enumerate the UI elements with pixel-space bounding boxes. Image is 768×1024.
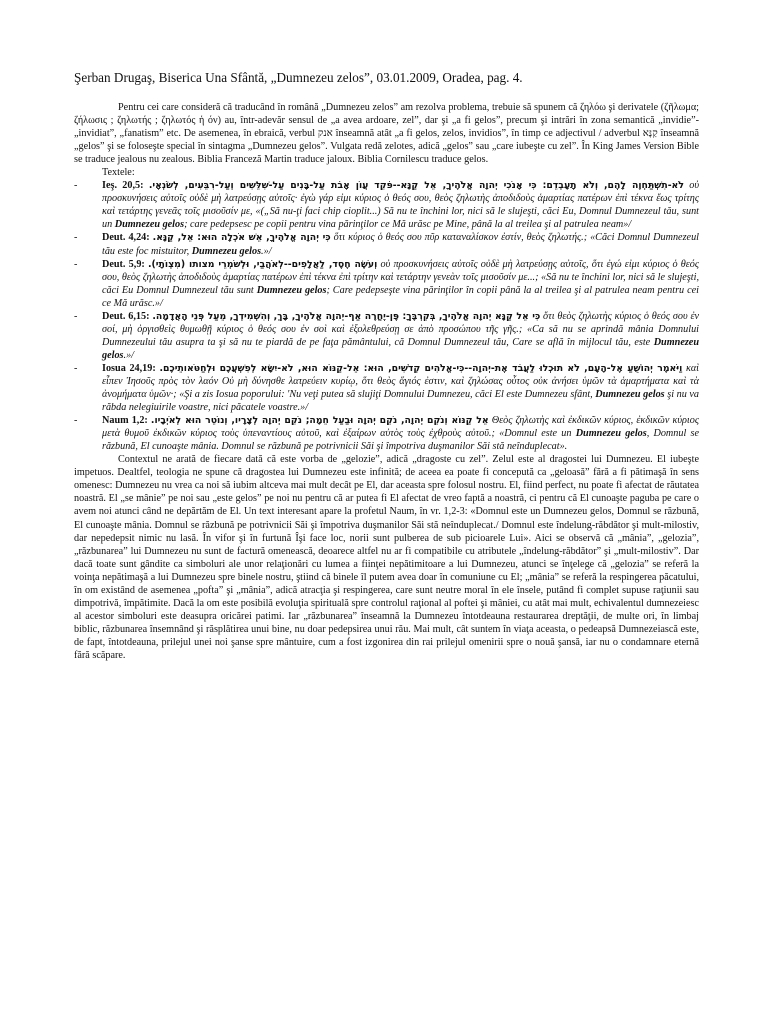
- quote-greek: ὅτι κύριος ὁ θεός σου πῦρ καταναλίσκον ἐστίν, θεὸς ζηλωτής.;: [333, 232, 588, 244]
- quote-dash: -: [74, 180, 78, 192]
- quote-reference: Deut. 5,9:: [102, 258, 145, 270]
- quote-romanian-before: «Să nu te închini lor, nici să le slujeşti, căci Eu Domnul Dumnezeul tău sunt: [102, 271, 699, 296]
- quote-romanian-after: .»/: [261, 245, 272, 257]
- quote-romanian-before: «Şi a zis Iosua poporului: 'Nu veţi putea să slujiţi Domnului Dumnezeu, căci El este Dumnezeu sfânt,: [179, 389, 596, 401]
- quote-reference: Naum 1,2:: [102, 415, 148, 427]
- quote-romanian-emphasis: Dumnezeu gelos: [575, 428, 647, 440]
- quote-reference: Deut. 4,24:: [102, 232, 150, 244]
- quote-romanian-emphasis: Dumnezeu gelos: [114, 219, 185, 231]
- quote-dash: -: [74, 258, 78, 270]
- quote-romanian-emphasis: Dumnezeu gelos: [256, 284, 327, 296]
- quote-romanian: [102, 389, 699, 413]
- quote-hebrew: וַיֹּאמֶר יְהוֹשֻׁעַ אֶל-הָעָם, לֹא תוּכְלוּ לַעֲבֹד אֶת-יְהוָה--כִּי-אֱלֹהִים קְדֹשִׁים, הוּא: אֵל-קַנּוֹא הוּא, לֹא-יִשָּׂא לְפִשְׁעֲכֶם וּלְחַטֹּאותֵיכֶם.: [159, 362, 683, 374]
- texts-label: Textele:: [102, 167, 135, 179]
- quote-romanian-before: «(„Să nu-ţi faci chip cioplit...) Să nu te închini lor, nici să le slujeşti, căci Eu, Domnul Dumnezeul tău, sunt un: [102, 206, 700, 231]
- quote-dash: -: [74, 415, 78, 427]
- quote-dash: -: [74, 362, 78, 374]
- intro-paragraph: Pentru cei care consideră că traducând în română „Dumnezeu zelos” am rezolva problema, trebuie să spunem că ζηλόω şi derivatele (ζῆλωμα; ζήλωσις ; ζηλωτής ; ζηλωτός ἡ όν) au, într-adevăr sensul de „a avea ardoare, zel”, dar şi „a fi gelos”, precum şi intrări în zona semantică „invidie”-„invidiat”, „fanatism” etc. De asemenea, în ebraică, verbul אנק înseamnă atât „a fi gelos, zelos, invidios”, în timp ce adjectivul / adverbul קַנָּא înseamnă „gelos” şi se foloseşte special în sintagma „Dumnezeu gelos”. Vulgata redă zelotes, adică „gelos” sau „care iubeşte cu zel”. În King James Version Bible se traduce jealous nu zealous. Biblia Franceză Martin traduce jaloux. Biblia Cornilescu traduce gelos.: [74, 102, 699, 166]
- page-header: Şerban Drugaş, Biserica Una Sfântă, „Dumnezeu zelos”, 03.01.2009, Oradea, pag. 4.: [74, 70, 523, 85]
- quote-romanian-after: .»/: [123, 349, 134, 361]
- quote-hebrew: אֵל קַנּוֹא וְנֹקֵם יְהוָה, נֹקֵם יְהוָה וּבַעַל חֵמָה; נֹקֵם יְהוָה לְצָרָיו, וְנוֹטֵר הוּא לְאֹיְבָיו.: [150, 415, 489, 427]
- document-page: [74, 70, 699, 662]
- quote-greek: Θεὸς ζηλωτὴς καὶ ἐκδικῶν κύριος, ἐκδικῶν κύριος μετὰ θυμοῦ ἐκδικῶν κύριος τοὺς ὑπεναντίους αὐτοῦ, καὶ ἐξαίρων αὐτὸς τοὺς ἐχθροὺς αὐτοῦ.;: [102, 415, 699, 440]
- quote-hebrew: לֹא-תִשְׁתַּחְוֶה לָהֶם, וְלֹא תָעָבְדֵם: כִּי אָנֹכִי יְהוָה אֱלֹהֶיךָ, אֵל קַנָּא--פֹּקֵד עֲוֹן אָבֹת עַל-בָּנִים עַל-שִׁלֵּשִׁים וְעַל-רִבֵּעִים, לְשֹׂנְאָי.: [148, 180, 684, 192]
- quote-hebrew: כִּי אֵל קַנָּא יְהוָה אֱלֹהֶיךָ, בְּקִרְבֶּךָ: פֶּן-יֶחֱרֶה אַף-יְהוָה אֱלֹהֶיךָ, בָּךְ, וְהִשְׁמִידְךָ, מֵעַל פְּנֵי הָאֲדָמָה.: [152, 310, 541, 322]
- quote-hebrew: וְעֹשֶׂה חֶסֶד, לַאֲלָפִים--לְאֹהֲבַי, וּלְשֹׁמְרֵי מצותו (מִצְוֹתָי).: [148, 258, 378, 270]
- quote-romanian-after: şi nu va răbda nelegiuirile voastre, nici păcatele voastre.»/: [102, 389, 699, 414]
- quote-hebrew: כִּי יְהוָה אֱלֹהֶיךָ, אֵשׁ אֹכְלָה הוּא: אֵל, קַנָּא.: [152, 232, 331, 244]
- conclusion-paragraph: Contextul ne arată de fiecare dată că este vorba de „gelozie”, adică „dragoste cu zel”. Zelul este al dragostei lui Dumnezeu. El iubeşte impetuos. Dealtfel, teologia ne spune că dragostea lui Dumnezeu este infinită; de aceea ea poate fi concepută ca „geloasă” fără a fi pătimaşă în sens omenesc: Dumnezeu nu vrea ca noi să iubim altceva mai mult decât pe El, dar aceasta spre folosul nostru. El, fiind perfect, nu poate fi afectat de răutatea noastră. El „se mânie” pe noi sau „este gelos” pe noi nu pentru că ar putea fi El afectat de vreo faptă a noastră, ci pentru că El cunoaşte paguba pe care o avem noi atunci când ne depărtăm de El. Un text interesant apare la profetul Naum, în vr. 1,2-3: «Domnul este un Dumnezeu gelos, Domnul se răzbună, El cunoaşte mânia. Domnul se răzbună pe potrivnicii Săi şi împotriva duşmanilor Săi stă neînduplecat./ Domnul este îndelung-răbdător şi mult-milostiv, dar nepedepsit nimic nu lasă. În vifor şi în furtună Îşi face loc, norii sunt pulberea de sub picioarele Lui». Aici se observă că „mânia”, „gelozia”, „răzbunarea” lui Dumnezeu nu sunt de factură omenească, deoarece altfel nu ar fi compatibile cu atributele „îndelung-răbdător” şi „mult-milostiv”. Dar dacă toate sunt gândite ca simboluri ale unor relaţionări cu lumea a fiinţei nepătimitoare a lui Dumnezeu, atunci se înţelege că „gelozia” se referă la voinţa nepătimaşă a lui Dumnezeu spre binele nostru, ştiind că binele îl putem avea doar în comuniune cu El; „mânia” se referă la respingerea păcatului, în om existând de asemenea „pofta” şi „mânia”, adică atracţia şi respingerea, care sunt neutre moral în ele însele, putând fi complet supuse raţiunii sau dimpotrivă, împătimite. Dacă la om este posibilă evoluţia spirituală spre controlul raţional al poftei şi mâniei, cu atât mai mult, echivalentul dumnezeiesc al acestor simboluri este deasupra oricărei patimi. Iar „răzbunarea” înseamnă la Dumnezeu întotdeauna restaurarea dreptăţii, de multe ori, în limbaj biblic, răzbunarea însemnând şi răsplătirea unui bine, nu doar pedepsirea unui rău. Mai mult, cât suntem în viaţa aceasta, o pedeapsă Dumnezeiască este, de fapt, întotdeauna, prilejul unei noi şanse spre mântuire, cum a fost izgonirea din rai prilejul omenirii spre o nouă şansă, iar nu o condamnare eternă fără scăpare.: [74, 454, 699, 661]
- quote-item: [74, 414, 699, 453]
- quote-romanian-emphasis: Dumnezeu gelos: [595, 389, 665, 401]
- quote-reference: Ieş. 20,5:: [102, 180, 144, 192]
- document-body: [74, 101, 699, 662]
- quote-item: [74, 258, 699, 310]
- quote-romanian-before: «Ca să nu se aprindă mânia Domnului Dumnezeului tău asupra ta şi să nu te piardă de pe faţa pământului, că Domnul Dumnezeul tău, Care se află în mijlocul tău, este: [102, 323, 699, 348]
- quote-romanian-after: ; care pedepsesc pe copii pentru vina părinţilor ce Mă urăsc pe Mine, până la al treilea şi al patrulea neam»/: [184, 219, 632, 231]
- quote-item: [74, 310, 699, 362]
- quote-item: [74, 362, 699, 414]
- quote-romanian-before: «Căci Domnul Dumnezeul tău este foc mistuitor,: [102, 232, 699, 257]
- quote-romanian-emphasis: Dumnezeu gelos: [191, 245, 262, 257]
- quote-item: [74, 231, 699, 257]
- quote-item: [74, 179, 699, 231]
- quote-romanian-after: , Domnul se răzbună, El cunoaşte mânia. Domnul se răzbună pe potrivnicii Săi şi împotriva duşmanilor Săi stă neînduplecat».: [102, 428, 700, 453]
- quotes-list: [74, 179, 699, 453]
- quote-dash: -: [74, 232, 78, 244]
- quote-romanian-emphasis: Dumnezeu gelos: [102, 336, 699, 361]
- quote-reference: Deut. 6,15:: [102, 310, 150, 322]
- quote-greek: οὐ προσκυνήσεις αὐτοῖς οὐδὲ μὴ λατρεύσῃς αὐτοῖς, ὅτι ἐγώ εἰμι κύριος ὁ θεός σου, θεὸς ζηλωτὴς ἀποδιδοὺς ἁμαρτίας πατέρων ἐπὶ τέκνα ἐπὶ τρίτην καὶ τετάρτην γενεὰν τοῖς μισοῦσίν με...;: [102, 258, 700, 283]
- quote-romanian-before: «Domnul este un: [499, 428, 576, 440]
- quote-dash: -: [74, 310, 78, 322]
- quote-greek: οὐ προσκυνήσεις αὐτοῖς οὐδὲ μὴ λατρεύσῃς αὐτοῖς· ἐγὼ γάρ εἰμι κύριος ὁ θεός σου, θεὸς ζηλωτὴς ἀποδιδοὺς ἁμαρτίας πατέρων ἐπὶ τέκνα ἕως τρίτης καὶ τετάρτης γενεᾶς τοῖς μισοῦσίν με,: [102, 180, 700, 218]
- quote-reference: Iosua 24,19:: [102, 362, 156, 374]
- quote-greek: καὶ εἶπεν Ἰησοῦς πρὸς τὸν λαόν Οὐ μὴ δύνησθε λατρεύειν κυρίῳ, ὅτι θεὸς ἅγιός ἐστιν, καὶ ζηλώσας οὗτος οὐκ ἀνήσει ὑμῶν τὰ ἁμαρτήματα καὶ τὰ ἀνομήματα ὑμῶν·;: [102, 362, 700, 401]
- quote-romanian-after: ; Care pedepseşte vina părinţilor în copii până la al treilea şi al patrulea neam pentru cei ce Mă urăsc.»/: [102, 284, 699, 309]
- quote-greek: ὅτι θεὸς ζηλωτὴς κύριος ὁ θεός σου ἐν σοί, μὴ ὀργισθεὶς θυμωθῇ κύριος ὁ θεός σου ἐν σοὶ καὶ ἐξολεθρεύσῃ σε ἀπὸ προσώπου τῆς γῆς.;: [102, 310, 699, 335]
